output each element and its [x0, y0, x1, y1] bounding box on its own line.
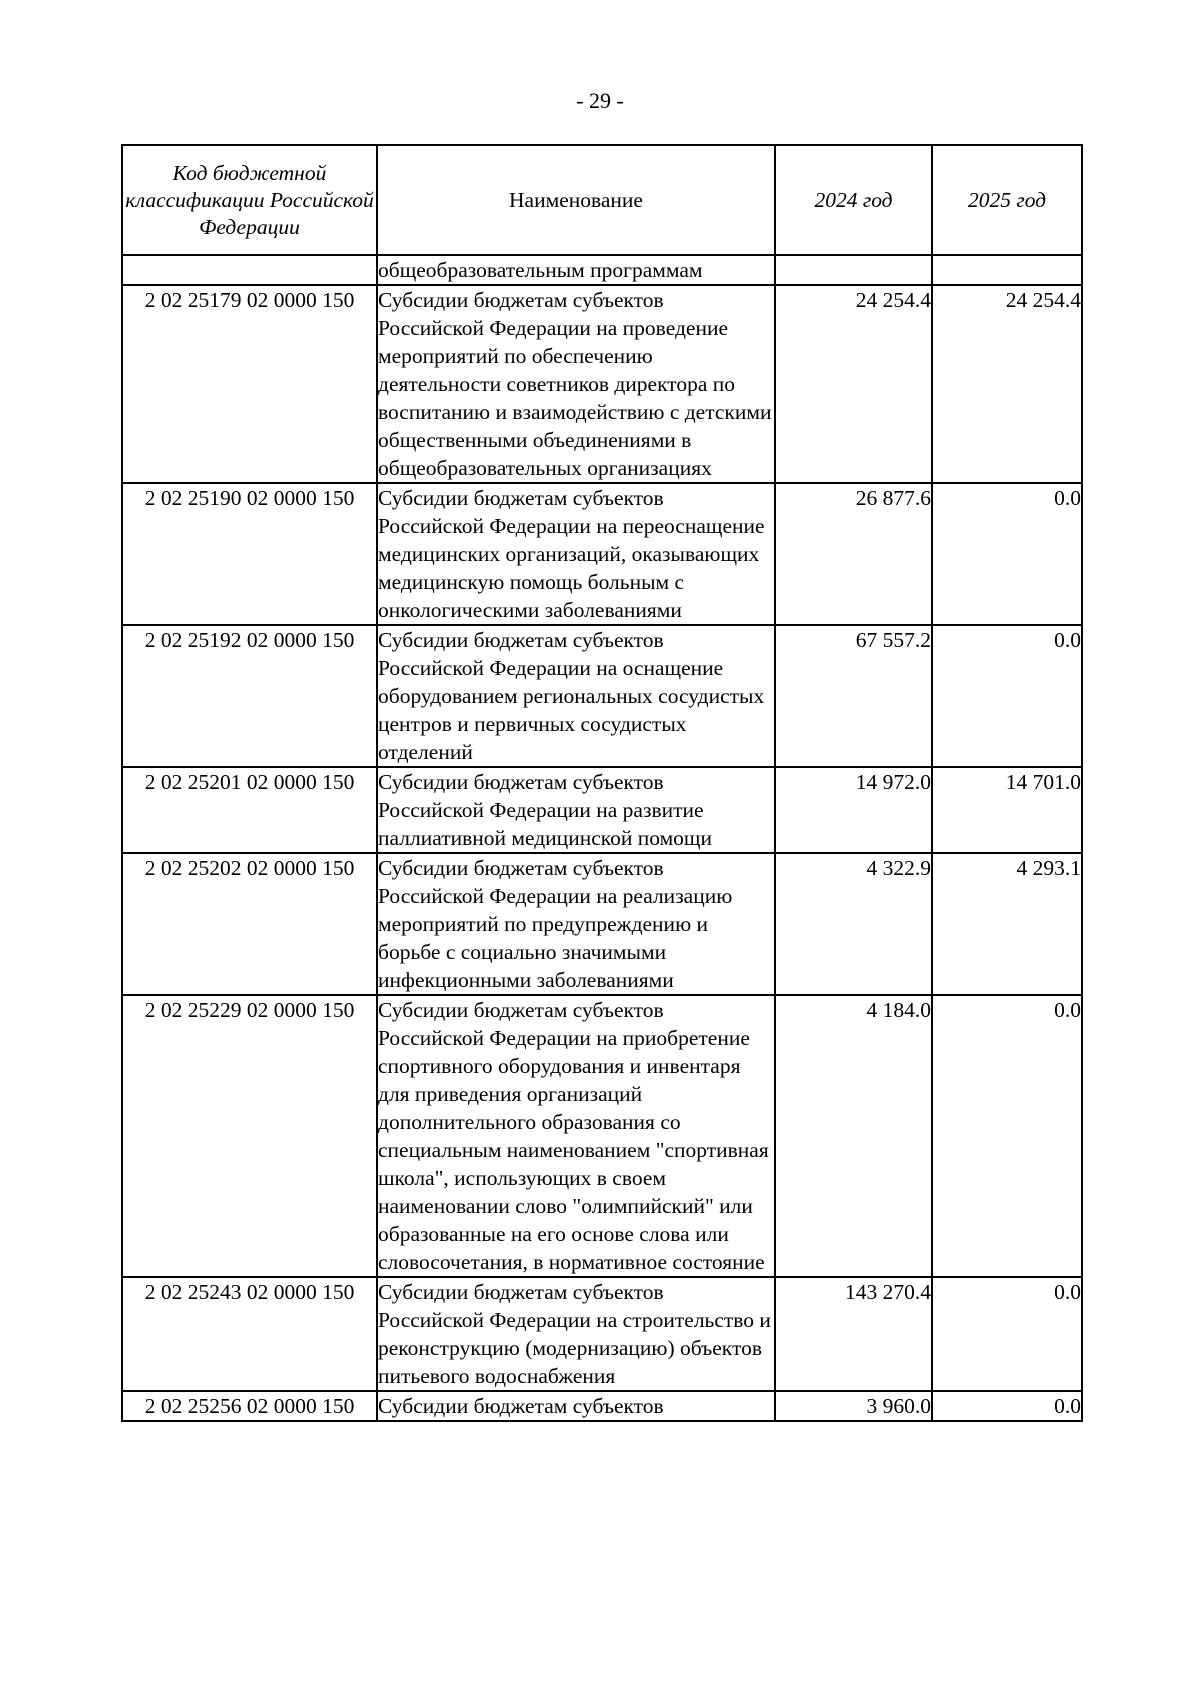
table-row [122, 1391, 1082, 1421]
cell-name: Субсидии бюджетам субъектов Российской Федерации на переоснащение медицинских организаций, оказывающих медицинскую помощь больным с онкологическими заболеваниями [377, 483, 775, 625]
budget-table [121, 144, 1083, 1422]
cell-2024: 26 877.6 [775, 483, 932, 625]
cell-2025: 0.0 [932, 483, 1082, 625]
table-row [122, 767, 1082, 853]
cell-name: общеобразовательным программам [377, 255, 775, 285]
cell-2024: 14 972.0 [775, 767, 932, 853]
cell-2024: 67 557.2 [775, 625, 932, 767]
cell-2024: 143 270.4 [775, 1277, 932, 1391]
cell-2025: 0.0 [932, 1391, 1082, 1421]
cell-2024: 4 322.9 [775, 853, 932, 995]
cell-name: Субсидии бюджетам субъектов Российской Федерации на оснащение оборудованием региональных сосудистых центров и первичных сосудистых отделений [377, 625, 775, 767]
cell-name: Субсидии бюджетам субъектов [377, 1391, 775, 1421]
cell-2025: 4 293.1 [932, 853, 1082, 995]
table-row-continuation [122, 255, 1082, 285]
cell-code [122, 255, 377, 285]
cell-code: 2 02 25256 02 0000 150 [122, 1391, 377, 1421]
cell-2024: 3 960.0 [775, 1391, 932, 1421]
header-2025: 2025 год [932, 145, 1082, 255]
table-row [122, 625, 1082, 767]
cell-code: 2 02 25179 02 0000 150 [122, 285, 377, 483]
cell-2024 [775, 255, 932, 285]
cell-2024: 24 254.4 [775, 285, 932, 483]
cell-code: 2 02 25201 02 0000 150 [122, 767, 377, 853]
cell-name: Субсидии бюджетам субъектов Российской Федерации на приобретение спортивного оборудования и инвентаря для приведения организаций дополнительного образования со специальным наименованием "спортивная школа", использующих в своем наименовании слово "олимпийский" или образованные на его основе слова или словосочетания, в нормативное состояние [377, 995, 775, 1277]
cell-code: 2 02 25190 02 0000 150 [122, 483, 377, 625]
cell-name: Субсидии бюджетам субъектов Российской Федерации на строительство и реконструкцию (модернизацию) объектов питьевого водоснабжения [377, 1277, 775, 1391]
table-row [122, 1277, 1082, 1391]
page-number: - 29 - [576, 88, 624, 113]
cell-code: 2 02 25243 02 0000 150 [122, 1277, 377, 1391]
header-name: Наименование [377, 145, 775, 255]
cell-name: Субсидии бюджетам субъектов Российской Федерации на реализацию мероприятий по предупреждению и борьбе с социально значимыми инфекционными заболеваниями [377, 853, 775, 995]
cell-2025 [932, 255, 1082, 285]
table-row [122, 853, 1082, 995]
cell-2025: 0.0 [932, 1277, 1082, 1391]
cell-2025: 0.0 [932, 625, 1082, 767]
cell-code: 2 02 25192 02 0000 150 [122, 625, 377, 767]
cell-name: Субсидии бюджетам субъектов Российской Федерации на проведение мероприятий по обеспечению деятельности советников директора по воспитанию и взаимодействию с детскими общественными объединениями в общеобразовательных организациях [377, 285, 775, 483]
cell-code: 2 02 25202 02 0000 150 [122, 853, 377, 995]
table-row [122, 995, 1082, 1277]
table-header-row [122, 145, 1082, 255]
cell-2025: 0.0 [932, 995, 1082, 1277]
cell-2025: 14 701.0 [932, 767, 1082, 853]
header-2024: 2024 год [775, 145, 932, 255]
cell-2025: 24 254.4 [932, 285, 1082, 483]
table-row [122, 483, 1082, 625]
cell-name: Субсидии бюджетам субъектов Российской Федерации на развитие паллиативной медицинской помощи [377, 767, 775, 853]
cell-code: 2 02 25229 02 0000 150 [122, 995, 377, 1277]
cell-2024: 4 184.0 [775, 995, 932, 1277]
table-row [122, 285, 1082, 483]
header-code: Код бюджетной классификации Российской Федерации [122, 145, 377, 255]
